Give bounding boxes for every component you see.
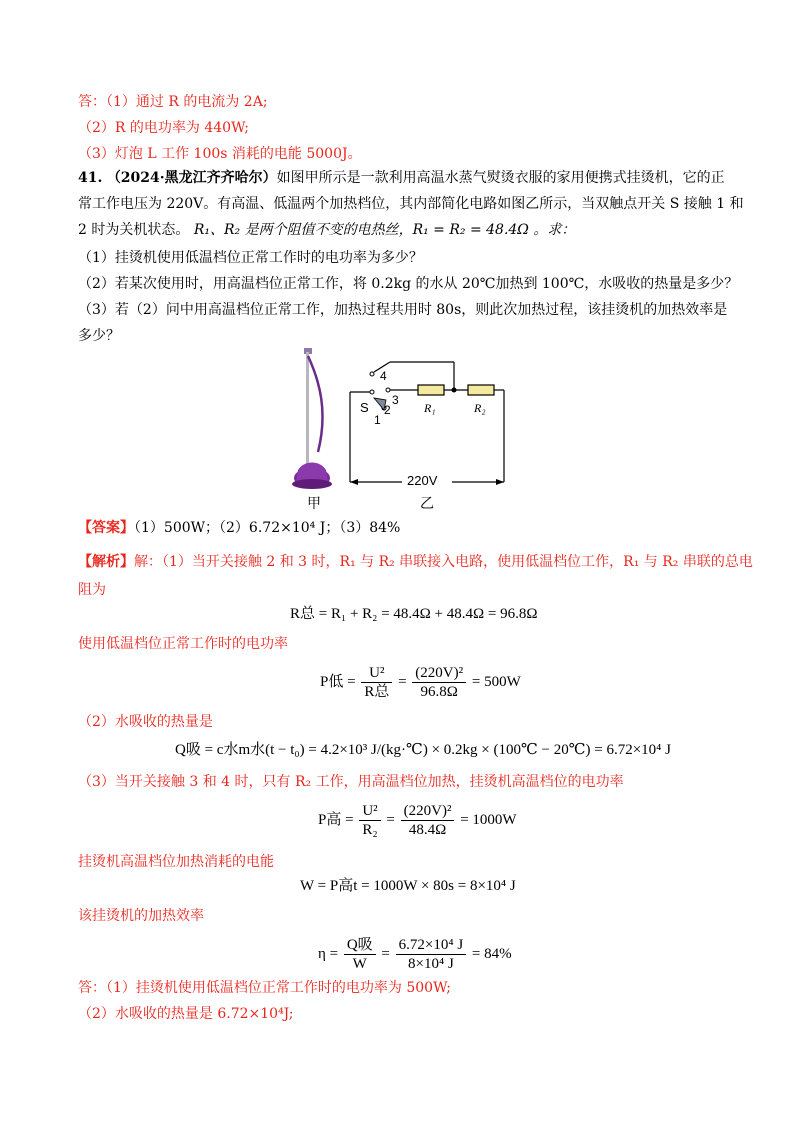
eq6-f2-den: 8×10⁴ J — [408, 956, 454, 972]
eq6-f1-den: W — [352, 956, 367, 972]
analysis-tag: 【解析】 — [78, 554, 134, 570]
eq4-lhs: P高 = — [318, 811, 354, 828]
arrow-left — [350, 479, 358, 485]
label-voltage: 220V — [407, 473, 438, 488]
sub-question-3a: （3）若（2）问中用高温档位正常工作，加热过程共用时 80s，则此次加热过程，该挂烫机的加热效率是 — [78, 302, 728, 318]
question-source: （2024·黑龙江齐齐哈尔） — [106, 170, 277, 186]
eq6-frac-2 — [396, 936, 467, 973]
eq2-f2-num: (220V)² — [412, 664, 466, 683]
eq4-f2-den: 48.4Ω — [408, 822, 447, 838]
equation-4: P高 = $\frac{\text{U²}}{\text{R₂}}$ = $\frac{\text{(220V)²}}{48.4\Omega}$ = 1000W — [318, 803, 517, 838]
eq6-f2-num: 6.72×10⁴ J — [396, 936, 467, 955]
label-r2: R₂ — [474, 401, 486, 415]
equation-1: R总 = R₁ + R₂ = 48.4Ω + 48.4Ω = 96.8Ω — [290, 606, 538, 622]
eq2-frac-2 — [412, 664, 466, 701]
answer-line — [78, 518, 400, 538]
question-text-3b: R₁、R₂ 是两个阻值不变的电热丝，R₁ = R₂ = 48.4Ω 。求： — [193, 222, 576, 238]
question-text-1: 如图甲所示是一款利用高温水蒸气熨烫衣服的家用便携式挂烫机，它的正 — [276, 170, 725, 186]
analysis-p1a: 解：（1）当开关接触 2 和 3 时，R₁ 与 R₂ 串联接入电路，使用低温档位工作，R₁ 与 R₂ 串联的总电 — [134, 554, 753, 570]
steamer-image — [292, 348, 332, 489]
junction-dot — [452, 388, 457, 393]
eq4-f2-num: (220V)² — [401, 802, 455, 821]
question-text-3a: 2 时为关机状态。 — [78, 222, 190, 238]
eq2-frac-1 — [361, 664, 392, 701]
analysis-p3: （2）水吸收的热量是 — [78, 714, 213, 730]
equation-5: W = P高t = 1000W × 80s = 8×10⁴ J — [300, 878, 516, 894]
terminal-3-left — [370, 390, 374, 394]
analysis-p6: 该挂烫机的加热效率 — [78, 908, 204, 924]
eq2-lhs: P低 = — [320, 673, 356, 690]
sub-question-1: （1）挂烫机使用低温档位正常工作时的电功率为多少？ — [78, 250, 423, 266]
eq4-f1-den: R₂ — [362, 822, 378, 838]
terminal-3 — [386, 388, 390, 392]
analysis-p5: 挂烫机高温档位加热消耗的电能 — [78, 854, 274, 870]
eq4-f1-num: U² — [359, 802, 380, 821]
eq2-f1-den: R总 — [364, 684, 390, 700]
arrow-right — [496, 479, 504, 485]
equation-2: P低 = $\frac{\text{U²}}{\text{R总}}$ = $\frac{\text{(220V)²}}{96.8\Omega}$ = 500W — [320, 665, 521, 700]
eq2-f2-den: 96.8Ω — [420, 684, 458, 700]
label-3: 3 — [392, 393, 399, 407]
eq4-rhs: = 1000W — [460, 811, 517, 828]
label-r1: R₁ — [424, 401, 436, 415]
sub-question-3b: 多少？ — [78, 328, 120, 344]
figure — [290, 342, 520, 514]
equation-3: Q吸 = c水m水(t − t₀) = 4.2×10³ J/(kg·℃) × 0.2kg × (100℃ − 20℃) = 6.72×10⁴ J — [175, 742, 671, 758]
eq6-lhs: η = — [318, 945, 339, 962]
final-answer-2: （2）水吸收的热量是 6.72×10⁴J; — [78, 1006, 294, 1022]
answer-text: （1）500W；（2）6.72×10⁴ J；（3）84% — [134, 520, 401, 536]
question-line-3 — [78, 220, 575, 240]
analysis-line-1 — [78, 552, 753, 572]
label-1: 1 — [374, 413, 381, 427]
eq2-rhs: = 500W — [471, 673, 521, 690]
eq6-frac-1 — [344, 936, 376, 973]
prev-answer-2: （2）R 的电功率为 440W; — [78, 120, 249, 136]
question-line-1 — [78, 168, 725, 188]
label-yi: 乙 — [420, 496, 434, 512]
answer-tag: 【答案】 — [78, 520, 134, 536]
equation-6: η = $\frac{\text{Q吸}}{W}$ = $\frac{\text{6.72×10⁴ J}}{\text{8×10⁴ J}}$ = 84% — [318, 937, 512, 972]
question-line-2: 常工作电压为 220V。有高温、低温两个加热档位，其内部简化电路如图乙所示，当双触点开关 S 接触 1 和 — [78, 196, 744, 212]
label-4: 4 — [380, 369, 387, 383]
eq4-frac-1 — [359, 802, 380, 839]
question-number: 41. — [78, 170, 103, 186]
eq2-f1-num: U² — [361, 664, 392, 683]
analysis-p4: （3）当开关接触 3 和 4 时，只有 R₂ 工作，用高温档位加热，挂烫机高温档位的电功率 — [78, 774, 624, 790]
label-2: 2 — [384, 403, 391, 417]
eq6-f1-num: Q吸 — [344, 936, 376, 955]
terminal-4 — [370, 372, 374, 376]
final-answer-1: 答：（1）挂烫机使用低温档位正常工作时的电功率为 500W; — [78, 980, 451, 996]
prev-answer-1: 答：（1）通过 R 的电流为 2A; — [78, 94, 268, 110]
eq4-frac-2 — [401, 802, 455, 839]
sub-question-2: （2）若某次使用时，用高温档位正常工作，将 0.2kg 的水从 20℃加热到 100℃，水吸收的热量是多少？ — [78, 276, 739, 292]
label-jia: 甲 — [307, 496, 321, 512]
label-switch: S — [360, 400, 369, 415]
prev-answer-3: （3）灯泡 L 工作 100s 消耗的电能 5000J。 — [78, 146, 362, 162]
eq6-rhs: = 84% — [471, 945, 512, 962]
analysis-p2: 使用低温档位正常工作时的电功率 — [78, 636, 288, 652]
analysis-p1b: 阻为 — [78, 582, 106, 598]
